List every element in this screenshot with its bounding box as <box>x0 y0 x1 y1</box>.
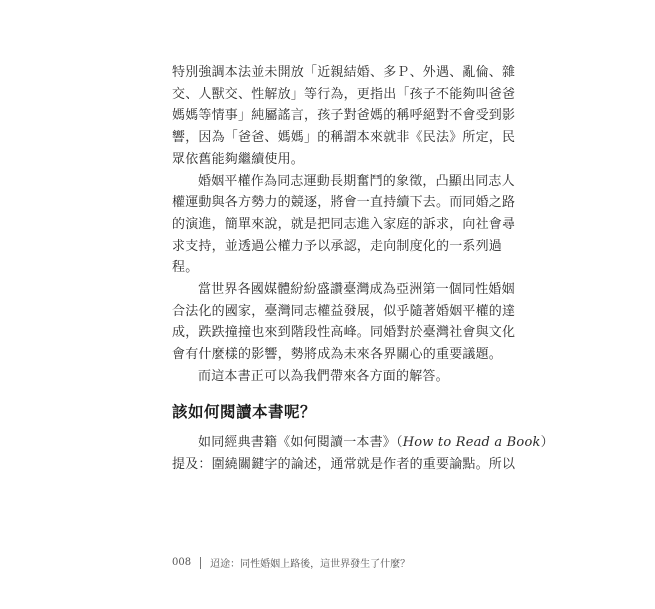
text-line: 特別強調本法並未開放「近親結婚、多Ｐ、外遇、亂倫、雜 <box>172 65 516 80</box>
text-line: 交、人獸交、性解放」等行為，更指出「孩子不能夠叫爸爸 <box>172 86 516 102</box>
section-body <box>172 432 554 475</box>
running-title: 迢途：同性婚姻上路後，這世界發生了什麼？ <box>210 559 411 570</box>
text-line: 求支持，並透過公權力予以承認，走向制度化的一系列過 <box>172 238 503 254</box>
paragraph-1 <box>172 62 516 171</box>
text-line: 合法化的國家，臺灣同志權益發展，似乎隨著婚姻平權的達 <box>172 303 516 319</box>
text-line: 響，因為「爸爸、媽媽」的稱謂本來就非《民法》所定，民 <box>172 130 516 146</box>
text-line: 當世界各國媒體紛紛盛讚臺灣成為亞洲第一個同性婚姻 <box>198 282 515 298</box>
paragraph-3 <box>172 279 516 366</box>
text-line: 婚姻平權作為同志運動長期奮鬥的象徵，凸顯出同志人 <box>198 173 515 189</box>
book-title-english: How to Read a Book <box>402 435 541 450</box>
text-line: 提及：圍繞關鍵字的論述，通常就是作者的重要論點。所以 <box>172 456 516 472</box>
paragraph-4 <box>172 366 482 388</box>
page-number: 008 <box>172 557 192 568</box>
section-heading: 該如何閱讀本書呢？ <box>172 402 317 421</box>
text-line: 成，跌跌撞撞也來到階段性高峰。同婚對於臺灣社會與文化 <box>172 325 516 341</box>
text-segment: 如同經典書籍《如何閱讀一本書》（ <box>198 435 403 450</box>
body-text <box>172 62 516 388</box>
text-line: 會有什麼樣的影響，勢將成為未來各界關心的重要議題。 <box>172 347 503 363</box>
page-footer <box>172 555 410 570</box>
paragraph-2 <box>172 171 516 280</box>
text-line: 而這本書正可以為我們帶來各方面的解答。 <box>198 368 449 384</box>
text-segment: ） <box>540 435 554 450</box>
text-line: 媽媽等情事」純屬謠言，孩子對爸媽的稱呼絕對不會受到影 <box>172 108 516 124</box>
text-line: 權運動與各方勢力的競逐，將會一直持續下去。而同婚之路 <box>172 195 516 211</box>
footer-divider <box>200 557 201 569</box>
text-line: 的演進，簡單來說，就是把同志進入家庭的訴求，向社會尋 <box>172 216 516 232</box>
text-line <box>172 432 554 454</box>
text-line: 程。 <box>172 260 199 276</box>
text-line: 眾依舊能夠繼續使用。 <box>172 151 305 167</box>
